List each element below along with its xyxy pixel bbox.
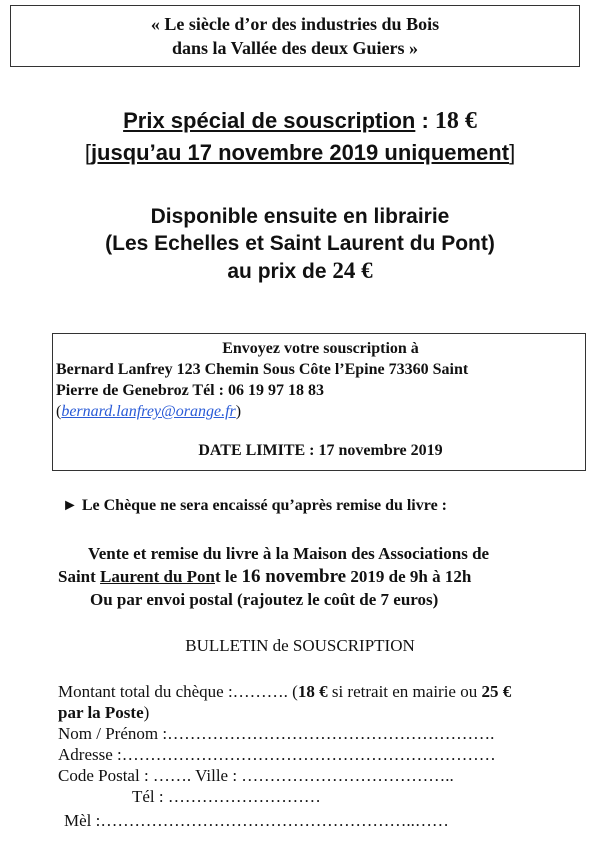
amount-close: ) xyxy=(143,703,150,722)
send-address-line-2: Pierre de Genebroz Tél : 06 19 97 18 83 xyxy=(56,382,324,399)
title-box xyxy=(10,5,580,67)
email-link[interactable]: bernard.lanfrey@orange.fr xyxy=(61,403,236,420)
title-line-2: dans la Vallée des deux Guiers » xyxy=(171,38,419,58)
amount-18: 18 € xyxy=(297,682,328,701)
bracket-open: [ xyxy=(84,140,91,165)
sale-mid: t le xyxy=(215,567,242,586)
bracket-close: ] xyxy=(509,140,516,165)
email-paren-close: ) xyxy=(235,403,242,420)
availability-line-3 xyxy=(0,257,600,285)
form-address-field[interactable]: Adresse :………………………………………………………… xyxy=(58,745,496,764)
special-price-line xyxy=(0,108,600,135)
send-heading: Envoyez votre souscription à xyxy=(222,340,419,357)
deadline-bracket-line xyxy=(0,140,600,166)
availability-line-1: Disponible ensuite en librairie xyxy=(150,205,450,228)
availability-line-2: (Les Echelles et Saint Laurent du Pont) xyxy=(105,232,495,255)
special-price-separator: : xyxy=(415,108,435,133)
special-price-amount: 18 € xyxy=(434,108,477,134)
special-price-label: Prix spécial de souscription xyxy=(123,108,416,133)
amount-25: 25 € xyxy=(481,682,512,701)
deadline-label: DATE LIMITE : 17 novembre 2019 xyxy=(198,442,443,459)
cheque-note: ► Le Chèque ne sera encaissé qu’après remise du livre : xyxy=(62,497,447,514)
form-postal-field[interactable]: Code Postal : ……. Ville : ……………………………….. xyxy=(58,766,454,785)
sale-date: 16 novembre xyxy=(241,566,347,587)
form-phone-field[interactable]: Tél : ……………………… xyxy=(132,787,321,806)
form-email-field[interactable]: Mèl :………………………………………………..…… xyxy=(64,811,449,830)
amount-post: par la Poste xyxy=(58,703,144,722)
form-amount-line xyxy=(58,681,593,702)
send-address-line-1: Bernard Lanfrey 123 Chemin Sous Côte l’Epine 73360 Saint xyxy=(56,361,469,378)
form-amount-line-2 xyxy=(58,702,593,723)
sale-time: 2019 de 9h à 12h xyxy=(346,567,472,586)
email-paren-open: ( xyxy=(56,403,62,420)
form-name-field[interactable]: Nom / Prénom :…………………………………………………. xyxy=(58,724,495,743)
bulletin-title: BULLETIN de SOUSCRIPTION xyxy=(185,636,415,655)
sale-block xyxy=(0,542,600,611)
sale-saint: Saint xyxy=(58,567,101,586)
amount-prefix: Montant total du chèque :………. ( xyxy=(58,682,298,701)
subscription-form xyxy=(58,681,593,831)
sale-line-3: Ou par envoi postal (rajoutez le coût de 7 euros) xyxy=(90,590,439,609)
sale-line-1: Vente et remise du livre à la Maison des Associations de xyxy=(88,544,490,563)
deadline-text: jusqu’au 17 novembre 2019 uniquement xyxy=(90,140,510,165)
send-email-line xyxy=(56,401,585,422)
send-subscription-box xyxy=(52,333,586,471)
bookstore-price-prefix: au prix de xyxy=(227,260,333,283)
amount-mid: si retrait en mairie ou xyxy=(327,682,482,701)
bookstore-price-amount: 24 € xyxy=(332,258,373,283)
availability-block xyxy=(0,203,600,285)
title-line-1: « Le siècle d’or des industries du Bois xyxy=(150,14,440,34)
sale-line-2 xyxy=(0,565,600,588)
sale-place-underlined: Laurent du Pon xyxy=(100,567,215,586)
